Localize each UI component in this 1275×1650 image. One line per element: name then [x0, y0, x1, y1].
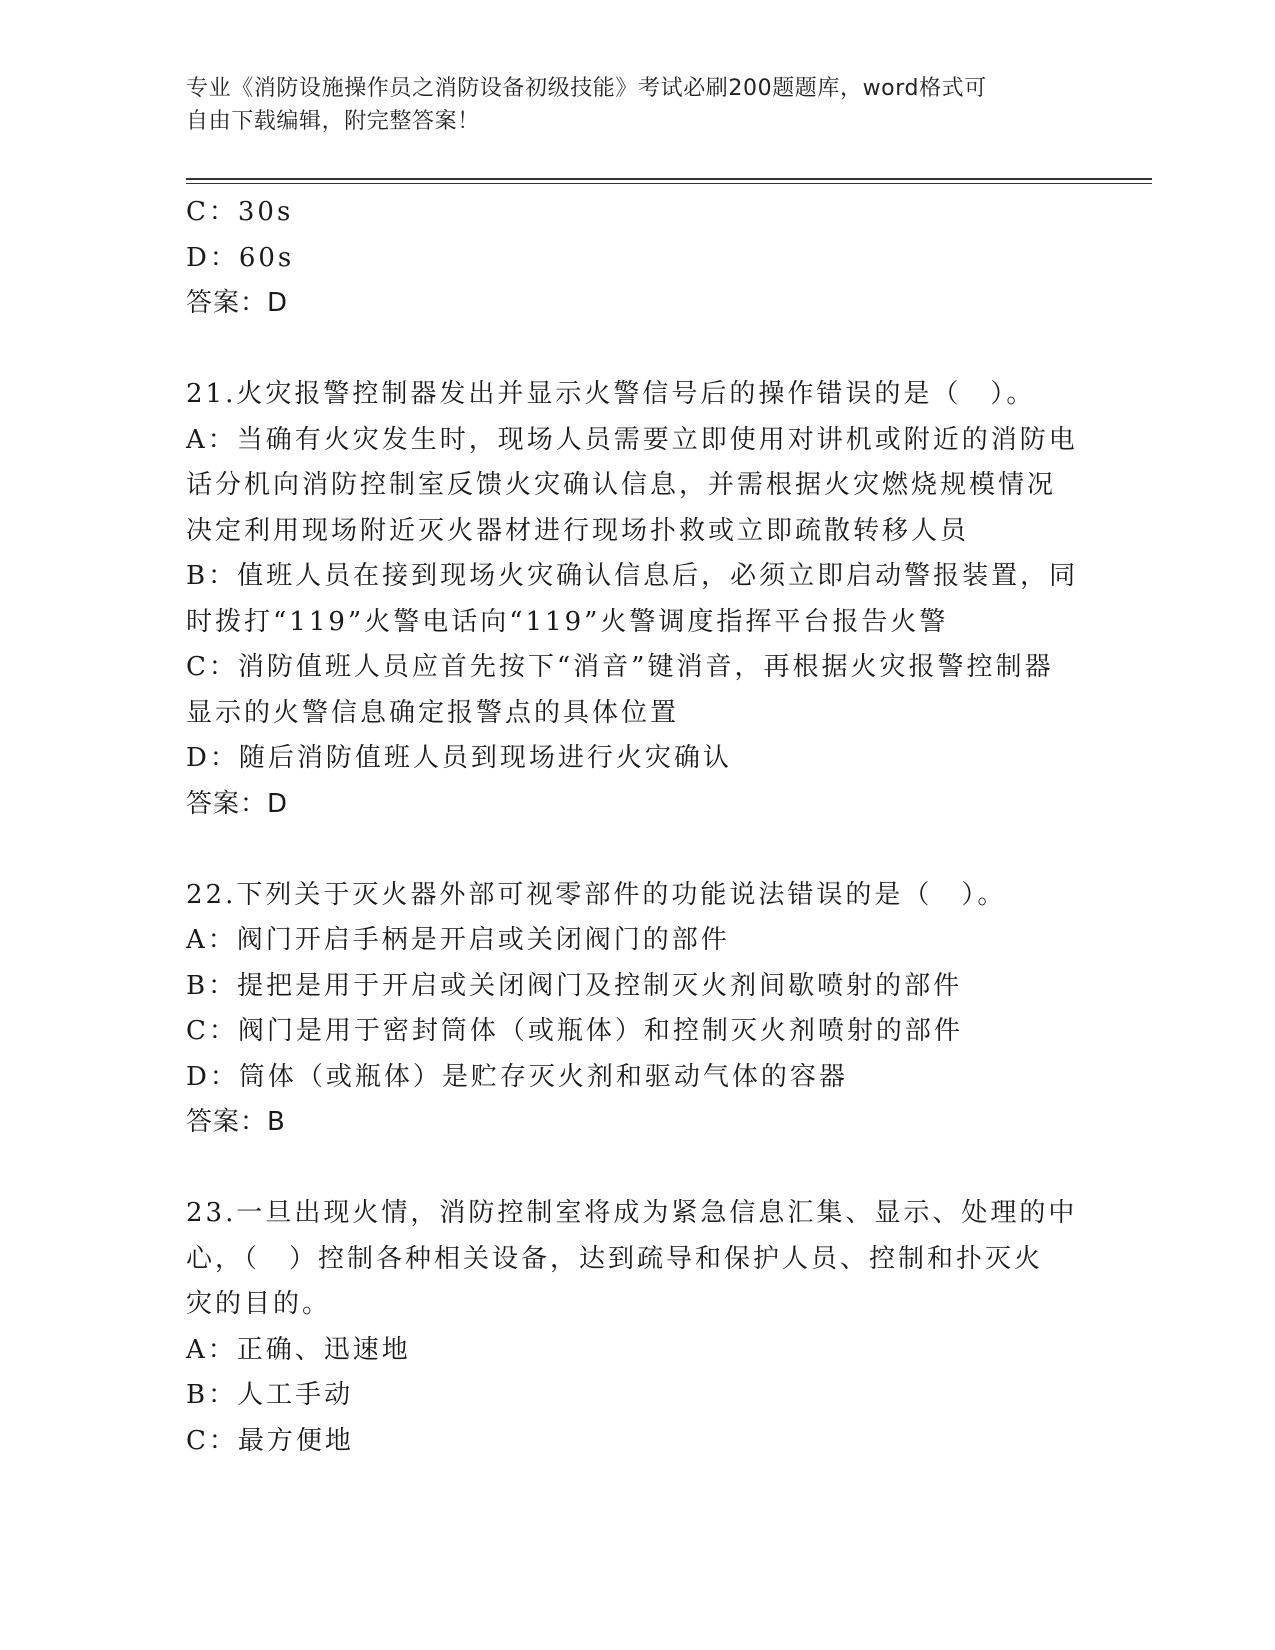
- answer: 答案：B: [186, 1107, 286, 1137]
- spacer: [186, 827, 1086, 873]
- option-c: C：最方便地: [186, 1425, 354, 1456]
- spacer: [186, 327, 1086, 373]
- question-stem-cont: 心，（ ）控制各种相关设备，达到疏导和保护人员、控制和扑灭火: [186, 1243, 1044, 1274]
- option-d: D：随后消防值班人员到现场进行火灾确认: [186, 743, 732, 773]
- option-a: A：当确有火灾发生时，现场人员需要立即使用对讲机或附近的消防电: [186, 424, 1078, 455]
- option-c: C：消防值班人员应首先按下“消音”键消音，再根据火灾报警控制器: [186, 652, 1054, 682]
- question-stem: 21.火灾报警控制器发出并显示火警信号后的操作错误的是（ ）。: [186, 379, 1036, 409]
- header-line-1: 专业《消防设施操作员之消防设备初级技能》考试必刷200题题库，word格式可: [186, 76, 987, 101]
- spacer: [186, 1146, 1086, 1192]
- question-21: [186, 372, 1086, 827]
- option-c: C：阀门是用于密封筒体（或瓶体）和控制灭火剂喷射的部件: [186, 1016, 963, 1046]
- question-stem: 23.一旦出现火情，消防控制室将成为紧急信息汇集、显示、处理的中: [186, 1198, 1078, 1228]
- option-b: B：提把是用于开启或关闭阀门及控制灭火剂间歇喷射的部件: [186, 970, 963, 1001]
- question-stem: 22.下列关于灭火器外部可视零部件的功能说法错误的是（ ）。: [186, 879, 1007, 910]
- previous-question-tail: [186, 190, 1086, 327]
- question-stem-cont: 灾的目的。: [186, 1289, 332, 1319]
- answer: 答案：D: [186, 288, 289, 318]
- option-b: B：值班人员在接到现场火灾确认信息后，必须立即启动警报装置，同: [186, 561, 1079, 591]
- header-divider-thin: [186, 183, 1152, 184]
- option-a: A：阀门开启手柄是开启或关闭阀门的部件: [186, 925, 730, 955]
- option-c-cont: 显示的火警信息确定报警点的具体位置: [186, 697, 680, 728]
- option-d: D：筒体（或瓶体）是贮存灭火剂和驱动气体的容器: [186, 1061, 848, 1092]
- option-a-cont: 话分机向消防控制室反馈火灾确认信息，并需根据火灾燃烧规模情况: [186, 470, 1057, 500]
- header-line-2: 自由下载编辑，附完整答案！: [186, 109, 480, 134]
- option-a: A：正确、迅速地: [186, 1334, 411, 1365]
- option-b-cont: 时拨打“119”火警电话向“119”火警调度指挥平台报告火警: [186, 606, 949, 637]
- option-a-cont: 决定利用现场附近灭火器材进行现场扑救或立即疏散转移人员: [186, 515, 970, 546]
- option-c: C：30s: [186, 197, 294, 227]
- option-d: D：60s: [186, 242, 295, 273]
- header-divider-thick: [186, 178, 1152, 180]
- question-22: [186, 873, 1086, 1146]
- option-b: B：人工手动: [186, 1380, 354, 1410]
- answer: 答案：D: [186, 788, 289, 819]
- question-23: [186, 1191, 1086, 1464]
- page-header: [186, 72, 1086, 138]
- document-body: [186, 190, 1086, 1464]
